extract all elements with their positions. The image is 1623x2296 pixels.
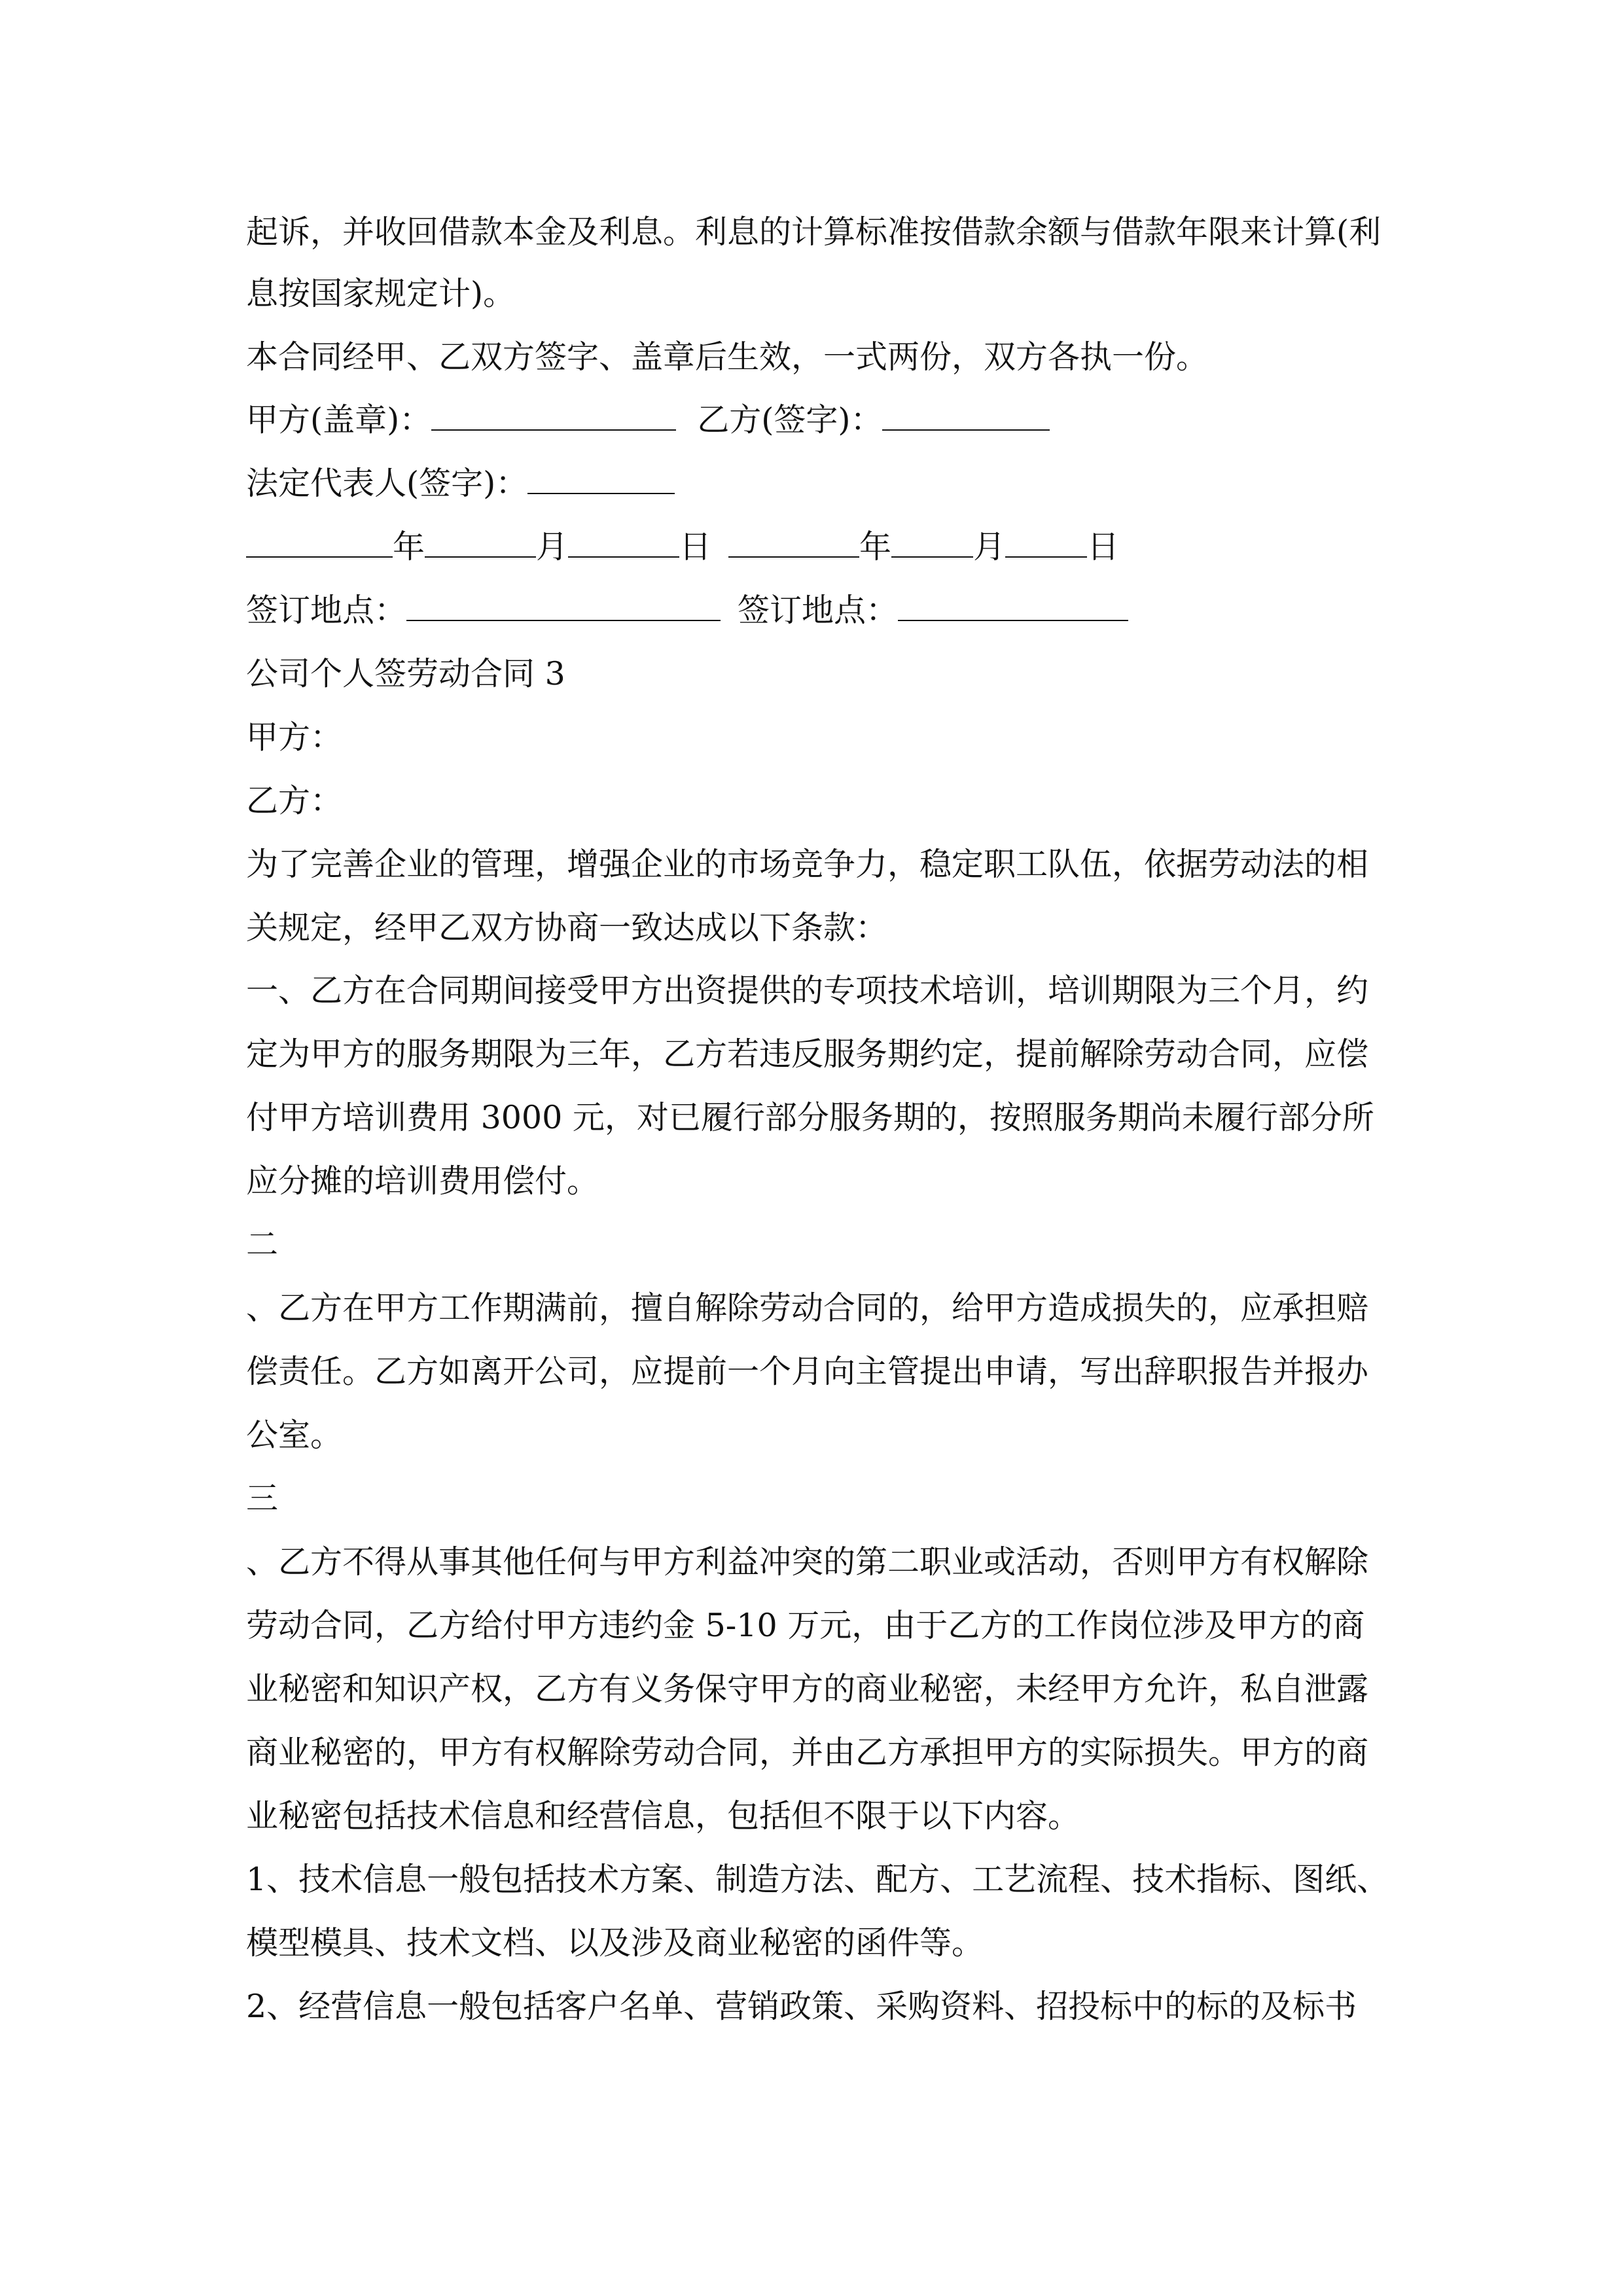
date-year-blank [246, 529, 393, 558]
text-line: 、乙方在甲方工作期满前，擅自解除劳动合同的，给甲方造成损失的，应承担赔 [246, 1289, 1369, 1327]
party-a-seal-blank [431, 402, 676, 431]
signing-place-line [246, 591, 1128, 630]
month-label: 月 [536, 528, 569, 565]
text-line: 一、乙方在合同期间接受甲方出资提供的专项技术培训，培训期限为三个月，约 [246, 972, 1369, 1009]
date-month-blank [891, 529, 973, 558]
contract-title: 公司个人签劳动合同 3 [246, 655, 565, 692]
text-line: 偿责任。乙方如离开公司，应提前一个月向主管提出申请，写出辞职报告并报办 [246, 1353, 1369, 1390]
text-line: 本合同经甲、乙双方签字、盖章后生效，一式两份，双方各执一份。 [246, 338, 1209, 376]
legal-rep-label: 法定代表人(签字)： [246, 465, 528, 502]
place-b-blank [898, 592, 1128, 621]
text-line: 定为甲方的服务期限为三年，乙方若违反服务期约定，提前解除劳动合同，应偿 [246, 1035, 1369, 1073]
text-line: 关规定，经甲乙双方协商一致达成以下条款： [246, 909, 888, 946]
text-line: 劳动合同，乙方给付甲方违约金 5-10 万元，由于乙方的工作岗位涉及甲方的商 [246, 1607, 1365, 1644]
month-label: 月 [973, 528, 1006, 565]
day-label: 日 [1087, 528, 1120, 565]
legal-rep-line [246, 464, 675, 503]
clause-number: 二 [246, 1226, 279, 1263]
place-b-label: 签订地点： [738, 592, 899, 629]
text-line: 公室。 [246, 1416, 343, 1454]
date-year-blank [728, 529, 859, 558]
party-b-sign-label: 乙方(签字)： [697, 401, 883, 439]
date-day-blank [1005, 529, 1087, 558]
party-b-sign-blank [882, 402, 1050, 431]
place-a-label: 签订地点： [246, 592, 407, 629]
text-line: 息按国家规定计)。 [246, 275, 516, 312]
date-line [246, 528, 1119, 567]
party-a-seal-label: 甲方(盖章)： [246, 401, 432, 439]
text-line: 模型模具、技术文档、以及涉及商业秘密的函件等。 [246, 1924, 984, 1962]
clause-number: 三 [246, 1480, 279, 1517]
text-line: 1、技术信息一般包括技术方案、制造方法、配方、工艺流程、技术指标、图纸、 [246, 1861, 1389, 1898]
text-line: 商业秘密的，甲方有权解除劳动合同，并由乙方承担甲方的实际损失。甲方的商 [246, 1734, 1369, 1771]
legal-rep-blank [527, 465, 675, 494]
text-line: 为了完善企业的管理，增强企业的市场竞争力，稳定职工队伍，依据劳动法的相 [246, 846, 1369, 883]
text-line: 2、经营信息一般包括客户名单、营销政策、采购资料、招投标中的标的及标书 [246, 1988, 1357, 2025]
place-a-blank [406, 592, 721, 621]
party-a-line: 甲方： [246, 719, 343, 756]
day-label: 日 [679, 528, 712, 565]
year-label: 年 [393, 528, 425, 565]
text-line: 应分摊的培训费用偿付。 [246, 1162, 599, 1200]
text-line: 业秘密包括技术信息和经营信息，包括但不限于以下内容。 [246, 1797, 1080, 1835]
text-line: 业秘密和知识产权，乙方有义务保守甲方的商业秘密，未经甲方允许，私自泄露 [246, 1670, 1369, 1708]
date-day-blank [568, 529, 679, 558]
text-line: 起诉，并收回借款本金及利息。利息的计算标准按借款余额与借款年限来计算(利 [246, 213, 1382, 251]
party-b-line: 乙方： [246, 782, 343, 819]
year-label: 年 [859, 528, 892, 565]
date-month-blank [425, 529, 536, 558]
text-line: 、乙方不得从事其他任何与甲方利益冲突的第二职业或活动，否则甲方有权解除 [246, 1543, 1369, 1581]
signature-party-line [246, 401, 1050, 440]
text-line: 付甲方培训费用 3000 元，对已履行部分服务期的，按照服务期尚未履行部分所 [246, 1099, 1374, 1136]
